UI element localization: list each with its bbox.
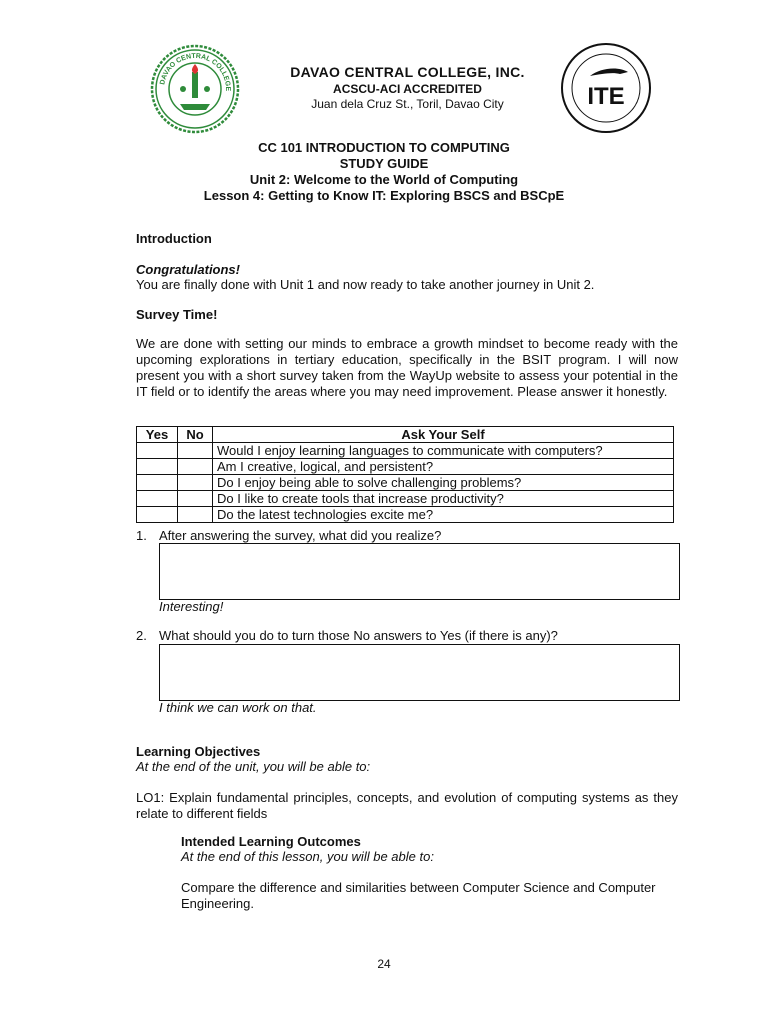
question-cell: Do the latest technologies excite me? (213, 507, 674, 523)
college-name: DAVAO CENTRAL COLLEGE, INC. (290, 64, 525, 80)
no-cell[interactable] (178, 459, 213, 475)
col-question: Ask Your Self (213, 427, 674, 443)
answer-box-2[interactable] (159, 644, 680, 701)
ite-program-logo (560, 42, 652, 134)
college-header (230, 64, 585, 111)
ilo-subtitle: At the end of this lesson, you will be able to: (181, 849, 434, 864)
lo1-text: LO1: Explain fundamental principles, concepts, and evolution of computing systems as they relate to different fields (136, 790, 678, 821)
ilo-heading: Intended Learning Outcomes (181, 834, 361, 849)
unit-title: Unit 2: Welcome to the World of Computing (249, 172, 519, 187)
ilo-text: Compare the difference and similarities between Computer Science and Computer Engineering. (181, 880, 656, 911)
answer-box-1[interactable] (159, 543, 680, 600)
question-2-note: I think we can work on that. (159, 700, 317, 715)
yes-cell[interactable] (137, 459, 178, 475)
no-cell[interactable] (178, 491, 213, 507)
no-cell[interactable] (178, 507, 213, 523)
survey-table (136, 426, 674, 523)
congrats-text: Congratulations! (136, 262, 240, 277)
yes-cell[interactable] (137, 475, 178, 491)
college-address: Juan dela Cruz St., Toril, Davao City (311, 97, 504, 111)
course-title: CC 101 INTRODUCTION TO COMPUTING (258, 140, 510, 155)
table-row (137, 507, 674, 523)
no-cell[interactable] (178, 443, 213, 459)
question-1-note: Interesting! (159, 599, 224, 614)
question-2-number: 2. (136, 628, 147, 643)
page-number: 24 (377, 957, 391, 971)
table-row (137, 459, 674, 475)
table-row (137, 491, 674, 507)
col-yes: Yes (137, 427, 178, 443)
question-cell: Do I enjoy being able to solve challenging problems? (213, 475, 674, 491)
accreditation: ACSCU-ACI ACCREDITED (333, 82, 482, 96)
table-row (137, 443, 674, 459)
question-cell: Would I enjoy learning languages to communicate with computers? (213, 443, 674, 459)
objectives-heading: Learning Objectives (136, 744, 261, 759)
lesson-title: Lesson 4: Getting to Know IT: Exploring BSCS and BSCpE (203, 188, 565, 203)
college-seal-text: DAVAO CENTRAL COLLEGE (159, 52, 232, 92)
question-cell: Do I like to create tools that increase productivity? (213, 491, 674, 507)
intro-heading: Introduction (136, 231, 212, 246)
survey-heading: Survey Time! (136, 307, 218, 322)
table-row (137, 475, 674, 491)
college-seal-logo (150, 44, 240, 134)
study-guide-title: STUDY GUIDE (339, 156, 429, 171)
ite-logo-text: ITE (587, 83, 625, 110)
question-cell: Am I creative, logical, and persistent? (213, 459, 674, 475)
no-cell[interactable] (178, 475, 213, 491)
question-2-text: What should you do to turn those No answers to Yes (if there is any)? (159, 628, 558, 643)
intro-text: You are finally done with Unit 1 and now ready to take another journey in Unit 2. (136, 277, 595, 292)
table-header-row (137, 427, 674, 443)
objectives-subtitle: At the end of the unit, you will be able to: (136, 759, 371, 774)
col-no: No (178, 427, 213, 443)
yes-cell[interactable] (137, 443, 178, 459)
question-1-text: After answering the survey, what did you realize? (159, 528, 442, 543)
yes-cell[interactable] (137, 507, 178, 523)
document-titles (0, 140, 768, 204)
yes-cell[interactable] (137, 491, 178, 507)
survey-text: We are done with setting our minds to embrace a growth mindset to become ready with the upcoming explorations in tertiary education, specifically in the BSIT program. I will now present you with a short survey taken from the WayUp website to assess your potential in the IT field or to identify the areas where you may need improvement. Please answer it honestly. (136, 336, 678, 399)
question-1-number: 1. (136, 528, 147, 543)
